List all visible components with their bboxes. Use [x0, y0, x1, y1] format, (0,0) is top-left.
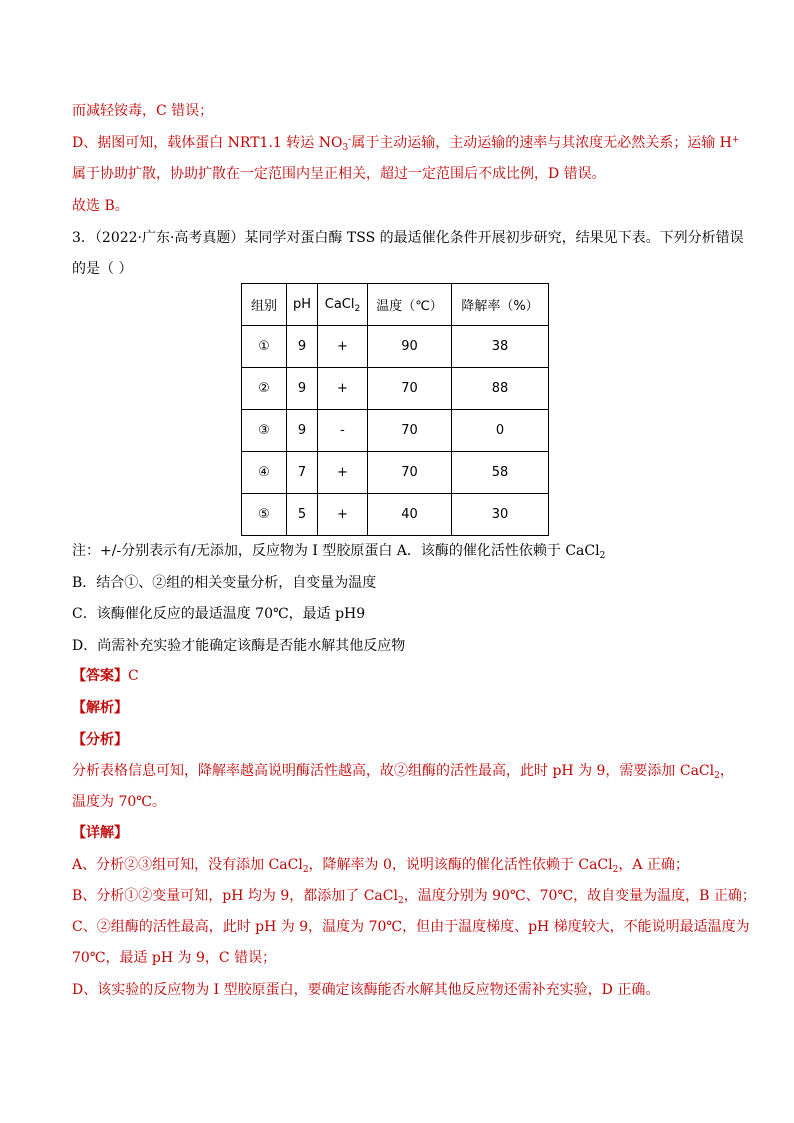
text-line: 温度为 70℃。: [72, 794, 166, 810]
table-cell: 70: [368, 410, 452, 452]
table-note: [72, 541, 605, 561]
subscript: 3: [342, 143, 349, 153]
text-segment: ，温度分别为 90℃、70℃，故自变量为温度，B 正确；: [403, 888, 756, 904]
text-line: [72, 133, 739, 153]
text-line: [72, 886, 756, 906]
text-line: 属于协助扩散，协助扩散在一定范围内呈正相关，超过一定范围后不成比例，D 错误。: [72, 166, 606, 182]
table-cell: ④: [242, 452, 287, 494]
text-line: C、②组酶的活性最高，此时 pH 为 9，温度为 70℃，但由于温度梯度、pH 梯度较大，不能说明最适温度为: [72, 919, 750, 935]
text-line: D、该实验的反应物为 I 型胶原蛋白，要确定该酶能否水解其他反应物还需补充实验，D 正确。: [72, 982, 660, 998]
table-cell: 38: [452, 326, 549, 368]
text-line: 故选 B。: [72, 198, 129, 214]
table-cell: +: [318, 494, 368, 536]
text-segment: ，: [719, 763, 734, 779]
text-segment: 注：+/-分别表示有/无添加，反应物为 I 型胶原蛋白 A．该酶的催化活性依赖于 CaCl: [72, 543, 600, 559]
table-cell: 9: [287, 410, 318, 452]
table-cell: ②: [242, 368, 287, 410]
subscript: 2: [354, 304, 361, 314]
table-cell: 70: [368, 452, 452, 494]
table-cell: +: [318, 326, 368, 368]
question-stem: 3．（2022·广东·高考真题）某同学对蛋白酶 TSS 的最适催化条件开展初步研究，结果见下表。下列分析错误: [72, 230, 744, 246]
option-c: C．该酶催化反应的最适温度 70℃，最适 pH9: [72, 606, 366, 622]
table-cell: ⑤: [242, 494, 287, 536]
text-segment: ，降解率为 0，说明该酶的催化活性依赖于 CaCl: [308, 857, 613, 873]
answer-line: [72, 666, 139, 686]
option-b: B．结合①、②组的相关变量分析，自变量为温度: [72, 575, 377, 591]
detail-label: 【详解】: [72, 825, 128, 841]
analysis-label: 【解析】: [72, 700, 128, 716]
table-header-cell: 组别: [242, 284, 287, 326]
table-cell: ①: [242, 326, 287, 368]
table-cell: 40: [368, 494, 452, 536]
table-cell: 70: [368, 368, 452, 410]
table-header-cell: 温度（℃）: [368, 284, 452, 326]
data-table: [241, 283, 549, 536]
table-header-cell: 降解率（%）: [452, 284, 549, 326]
text-line: [72, 761, 734, 781]
text-segment: A、分析②③组可知，没有添加 CaCl: [72, 857, 303, 873]
superscript: -: [348, 135, 352, 145]
text-segment: B、分析①②变量可知，pH 均为 9，都添加了 CaCl: [72, 888, 398, 904]
subscript: 2: [397, 896, 404, 906]
table-cell: 5: [287, 494, 318, 536]
text-segment: ，A 正确；: [618, 857, 689, 873]
table-cell: 88: [452, 368, 549, 410]
table-header-cell: pH: [287, 284, 318, 326]
table-cell: 9: [287, 368, 318, 410]
subscript: 2: [612, 865, 619, 875]
text-line: 而减轻铵毒，C 错误；: [72, 103, 214, 119]
table-cell: 9: [287, 326, 318, 368]
subscript: 2: [714, 771, 720, 781]
table-cell: 90: [368, 326, 452, 368]
table-row: [242, 326, 549, 368]
table-row: [242, 368, 549, 410]
table-header-row: [242, 284, 549, 326]
header-text: CaCl: [324, 297, 355, 312]
question-stem: 的是（ ）: [72, 261, 133, 277]
table-cell: 7: [287, 452, 318, 494]
table-row: [242, 452, 549, 494]
superscript: +: [731, 135, 740, 145]
text-segment: 属于主动运输，主动运输的速率与其浓度无必然关系；运输 H: [351, 135, 732, 151]
text-line: 70℃，最适 pH 为 9，C 错误；: [72, 950, 277, 966]
subscript: 2: [302, 865, 309, 875]
table-header-cell: [318, 284, 368, 326]
fenxi-label: 【分析】: [72, 732, 128, 748]
answer-value: C: [128, 668, 139, 684]
table-row: [242, 494, 549, 536]
table-cell: 30: [452, 494, 549, 536]
text-segment: D、据图可知，载体蛋白 NRT1.1 转运 NO: [72, 135, 343, 151]
table-cell: 0: [452, 410, 549, 452]
table-cell: +: [318, 368, 368, 410]
table-cell: +: [318, 452, 368, 494]
table-cell: -: [318, 410, 368, 452]
text-line: [72, 855, 689, 875]
answer-label: 【答案】: [72, 668, 128, 684]
option-d: D．尚需补充实验才能确定该酶是否能水解其他反应物: [72, 638, 406, 654]
table-row: [242, 410, 549, 452]
table-cell: 58: [452, 452, 549, 494]
text-segment: 分析表格信息可知，降解率越高说明酶活性越高，故②组酶的活性最高，此时 pH 为 9，需要添加 CaCl: [72, 763, 715, 779]
subscript: 2: [599, 551, 606, 561]
table-cell: ③: [242, 410, 287, 452]
